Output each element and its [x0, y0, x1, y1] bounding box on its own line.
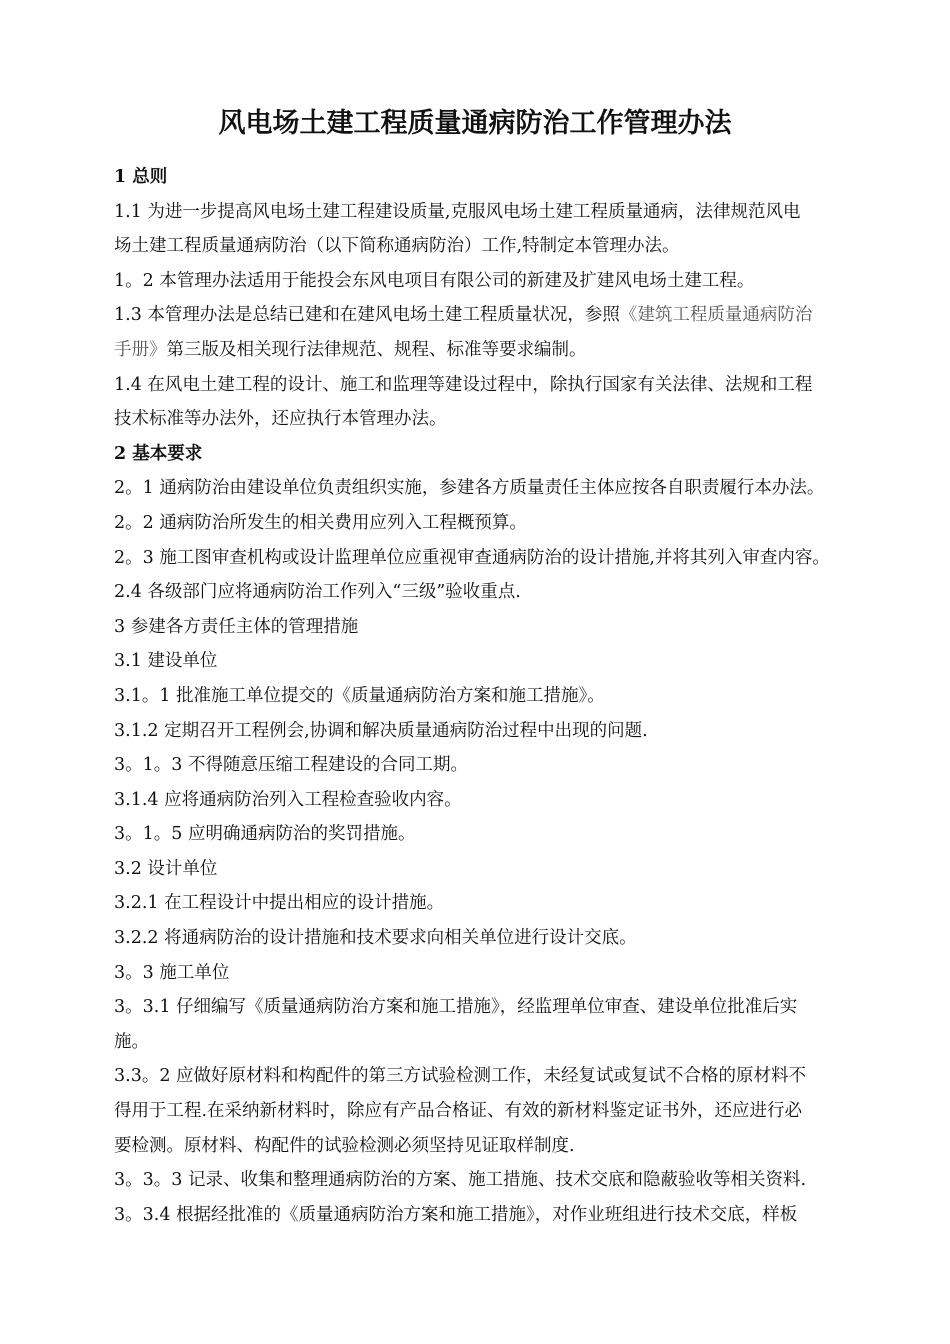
paragraph-line — [114, 748, 904, 783]
line-text: 3.2 设计单位 — [114, 858, 218, 879]
paragraph-line — [114, 229, 904, 264]
line-text: 3。1。3 不得随意压缩工程建设的合同工期。 — [114, 755, 468, 776]
line-text: 2。2 通病防治所发生的相关费用应列入工程概预算。 — [114, 512, 527, 533]
paragraph-line — [114, 264, 904, 299]
line-text: 3。3.4 根据经批准的《质量通病防治方案和施工措施》，对作业班组进行技术交底，样板 — [114, 1204, 798, 1225]
paragraph-line — [114, 644, 904, 679]
paragraph-line — [114, 1163, 904, 1198]
line-text: 1.3 本管理办法是总结已建和在建风电场土建工程质量状况，参照 — [114, 305, 620, 326]
line-text: 要检测。原材料、构配件的试验检测必须坚持见证取样制度. — [114, 1135, 575, 1156]
paragraph-line — [114, 852, 904, 887]
line-text: 3.2.2 将通病防治的设计措施和技术要求向相关单位进行设计交底。 — [114, 928, 637, 949]
line-text: 3。3。3 记录、收集和整理通病防治的方案、施工措施、技术交底和隐蔽验收等相关资料. — [114, 1170, 807, 1191]
line-text: 3.1 建设单位 — [114, 651, 218, 672]
paragraph-line — [114, 575, 904, 610]
document-title: 风电场土建工程质量通病防治工作管理办法 — [218, 108, 732, 139]
paragraph-line — [114, 956, 904, 991]
section-heading — [114, 160, 904, 195]
paragraph-line — [114, 298, 904, 333]
line-text: 1。2 本管理办法适用于能投会东风电项目有限公司的新建及扩建风电场土建工程。 — [114, 270, 755, 291]
paragraph-line — [114, 714, 904, 749]
reference-title: 手册》 — [114, 339, 167, 360]
line-text: 2。3 施工图审查机构或设计监理单位应重视审查通病防治的设计措施,并将其列入审查内容。 — [114, 547, 830, 568]
paragraph-line — [114, 1129, 904, 1164]
line-text: 2。1 通病防治由建设单位负责组织实施，参建各方质量责任主体应按各自职责履行本办法。 — [114, 478, 825, 499]
line-text: 2 基本要求 — [114, 443, 203, 464]
section-heading — [114, 437, 904, 472]
line-text: 3 参建各方责任主体的管理措施 — [114, 616, 359, 637]
line-text: 2.4 各级部门应将通病防治工作列入“三级”验收重点. — [114, 582, 521, 603]
line-text: 施。 — [114, 1031, 149, 1052]
paragraph-line — [114, 679, 904, 714]
line-text: 场土建工程质量通病防治（以下简称通病防治）工作,特制定本管理办法。 — [114, 236, 680, 257]
line-text: 1 总则 — [114, 167, 168, 187]
paragraph-line — [114, 921, 904, 956]
line-text: 3。3 施工单位 — [114, 962, 230, 983]
paragraph-line — [114, 1094, 904, 1129]
line-text-continued: 第三版及相关现行法律规范、规程、标准等要求编制。 — [166, 339, 587, 360]
paragraph-line — [114, 541, 904, 576]
paragraph-line — [114, 471, 904, 506]
line-text: 3。3.1 仔细编写《质量通病防治方案和施工措施》，经监理单位审查、建设单位批准后实 — [114, 997, 798, 1018]
paragraph-line — [114, 333, 904, 368]
line-text: 1.4 在风电土建工程的设计、施工和监理等建设过程中，除执行国家有关法律、法规和工程 — [114, 374, 813, 395]
paragraph-line — [114, 506, 904, 541]
paragraph-line — [114, 610, 904, 645]
paragraph-line — [114, 195, 904, 230]
line-text: 得用于工程.在采纳新材料时，除应有产品合格证、有效的新材料鉴定证书外，还应进行必 — [114, 1101, 803, 1122]
line-text: 1.1 为进一步提高风电场土建工程建设质量,克服风电场土建工程质量通病，法律规范风电 — [114, 201, 801, 222]
line-text: 3。1。5 应明确通病防治的奖罚措施。 — [114, 824, 416, 845]
line-text: 3.1.4 应将通病防治列入工程检查验收内容。 — [114, 789, 462, 810]
line-text: 3.2.1 在工程设计中提出相应的设计措施。 — [114, 893, 445, 914]
paragraph-line — [114, 783, 904, 818]
paragraph-line — [114, 368, 904, 403]
paragraph-line — [114, 886, 904, 921]
paragraph-line — [114, 1025, 904, 1060]
line-text: 3.1。1 批准施工单位提交的《质量通病防治方案和施工措施》。 — [114, 685, 605, 706]
document-body — [114, 160, 904, 1232]
line-text: 3.3。2 应做好原材料和构配件的第三方试验检测工作，未经复试或复试不合格的原材料不 — [114, 1066, 807, 1087]
line-text: 3.1.2 定期召开工程例会,协调和解决质量通病防治过程中出现的问题. — [114, 720, 648, 741]
line-text: 技术标准等办法外，还应执行本管理办法。 — [114, 409, 447, 430]
paragraph-line — [114, 1059, 904, 1094]
reference-title: 《建筑工程质量通病防治 — [619, 305, 813, 326]
paragraph-line — [114, 817, 904, 852]
paragraph-line — [114, 1198, 904, 1233]
paragraph-line — [114, 402, 904, 437]
paragraph-line — [114, 990, 904, 1025]
